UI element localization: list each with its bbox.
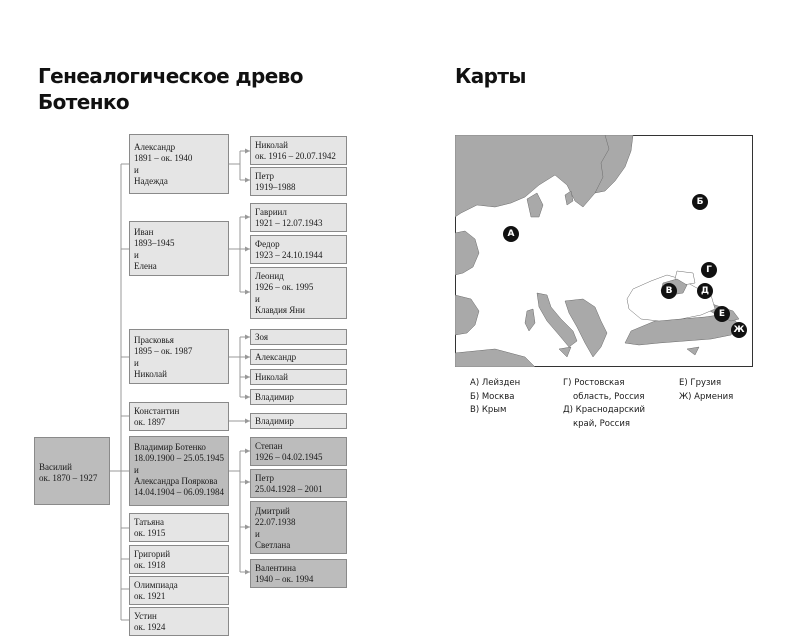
node-line: Петр (255, 171, 275, 181)
tree-node-aleksandr-2 (250, 349, 347, 365)
node-line: Петр (255, 473, 275, 483)
node-line: Гавриил (255, 207, 287, 217)
tree-node-konstantin (129, 402, 229, 431)
tree-node-valentina (250, 559, 347, 588)
node-line: Дмитрий (255, 506, 290, 516)
tree-node-aleksandr (129, 134, 229, 194)
tree-node-tatyana (129, 513, 229, 542)
marker-b: Б (692, 194, 708, 210)
marker-zh: Ж (731, 322, 747, 338)
node-line: Василий (39, 462, 72, 472)
tree-node-ustin (129, 607, 229, 636)
map-legend-col2 (563, 377, 645, 431)
node-line: Татьяна (134, 517, 165, 527)
node-line: Светлана (255, 539, 291, 550)
tree-node-grigory (129, 545, 229, 574)
tree-node-vladimir-botenko (129, 436, 229, 506)
node-line: 1919–1988 (255, 182, 296, 193)
node-line: 1895 – ок. 1987 (134, 346, 193, 357)
node-line: и (255, 528, 260, 539)
maps-title: Карты (455, 64, 526, 88)
marker-v: В (661, 283, 677, 299)
node-line: Владимир (255, 416, 294, 426)
node-line: Александра Пояркова (134, 475, 218, 486)
node-line: 25.04.1928 – 2001 (255, 484, 323, 495)
legend-item: Б) Москва (470, 391, 515, 402)
node-line: Зоя (255, 332, 268, 342)
node-line: и (255, 293, 260, 304)
node-line: Григорий (134, 549, 171, 559)
tree-node-praskovya (129, 329, 229, 384)
tree-node-nikolay-2 (250, 369, 347, 385)
node-line: 14.04.1904 – 06.09.1984 (134, 487, 224, 498)
map-legend-col1 (470, 377, 520, 418)
marker-e: Е (714, 306, 730, 322)
tree-node-olimpiada (129, 576, 229, 605)
europe-map (455, 135, 753, 367)
legend-item: Д) Краснодарский (563, 405, 646, 415)
node-line: и (134, 249, 139, 260)
legend-item: Г) Ростовская (563, 378, 625, 388)
node-line: Леонид (255, 271, 284, 281)
node-line: ок. 1870 – 1927 (39, 473, 98, 484)
node-line: Владимир Ботенко (134, 442, 206, 452)
node-line: 18.09.1900 – 25.05.1945 (134, 453, 224, 464)
node-line: Владимир (255, 392, 294, 402)
node-line: Александр (255, 352, 297, 362)
tree-node-vladimir-3 (250, 413, 347, 429)
node-line: 1926 – 04.02.1945 (255, 452, 323, 463)
node-line: и (134, 164, 139, 175)
tree-node-leonid (250, 267, 347, 319)
tree-node-vasily (34, 437, 110, 505)
tree-node-vladimir-2 (250, 389, 347, 405)
node-line: Николай (255, 372, 288, 382)
node-line: Олимпиада (134, 580, 178, 590)
node-line: и (134, 464, 139, 475)
node-line: Федор (255, 239, 280, 249)
node-line: Александр (134, 142, 176, 152)
node-line: 1923 – 24.10.1944 (255, 250, 323, 261)
tree-node-petr-1919 (250, 167, 347, 196)
node-line: Клавдия Яни (255, 304, 305, 315)
map-legend-col3 (679, 377, 733, 404)
node-line: 1940 – ок. 1994 (255, 574, 314, 585)
tree-node-nikolay-1916 (250, 136, 347, 165)
node-line: ок. 1918 (134, 560, 166, 571)
node-line: Николай (255, 140, 288, 150)
tree-node-fedor (250, 235, 347, 264)
node-line: ок. 1921 (134, 591, 166, 602)
node-line: 1921 – 12.07.1943 (255, 218, 323, 229)
tree-node-zoya (250, 329, 347, 345)
marker-a: А (503, 226, 519, 242)
tree-node-stepan (250, 437, 347, 466)
node-line: Степан (255, 441, 283, 451)
node-line: и (134, 357, 139, 368)
marker-g: Г (701, 262, 717, 278)
tree-title-line2: Ботенко (38, 90, 130, 114)
marker-d: Д (697, 283, 713, 299)
legend-item: А) Лейзден (470, 378, 521, 388)
node-line: 1891 – ок. 1940 (134, 153, 193, 164)
node-line: Иван (134, 227, 154, 237)
node-line: Надежда (134, 175, 168, 186)
tree-node-dmitry (250, 501, 347, 554)
node-line: Константин (134, 406, 180, 416)
node-line: Елена (134, 260, 157, 271)
legend-item: область, Россия (573, 391, 645, 402)
node-line: Николай (134, 368, 167, 379)
legend-item: край, Россия (573, 418, 630, 429)
node-line: 1926 – ок. 1995 (255, 282, 314, 293)
node-line: Валентина (255, 563, 296, 573)
node-line: Прасковья (134, 335, 174, 345)
tree-node-ivan (129, 221, 229, 276)
node-line: ок. 1897 (134, 417, 166, 428)
node-line: ок. 1916 – 20.07.1942 (255, 151, 336, 162)
node-line: ок. 1915 (134, 528, 166, 539)
legend-item: Ж) Армения (679, 391, 734, 402)
legend-item: Е) Грузия (679, 378, 722, 388)
tree-node-petr-1928 (250, 469, 347, 498)
tree-title-line1: Генеалогическое древо (38, 64, 303, 88)
node-line: 1893–1945 (134, 238, 175, 249)
node-line: ок. 1924 (134, 622, 166, 633)
legend-item: В) Крым (470, 405, 507, 415)
tree-node-gavriil (250, 203, 347, 232)
node-line: Устин (134, 611, 157, 621)
node-line: 22.07.1938 (255, 517, 296, 528)
